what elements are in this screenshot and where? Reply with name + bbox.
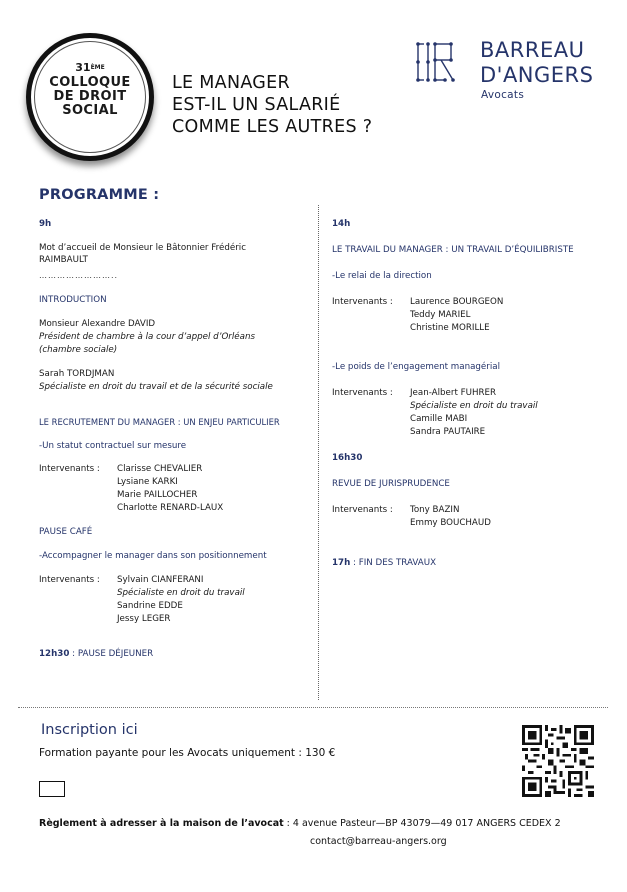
section-divider [18, 707, 608, 708]
recruit-person-2: Lysiane KARKI [117, 477, 178, 487]
recruit-person-1: Clarisse CHEVALIER [117, 464, 203, 474]
badge-number: 31ÈME [75, 61, 105, 74]
intro-heading: INTRODUCTION [39, 295, 107, 305]
badge-line-2: DE DROIT [53, 89, 127, 104]
payment-address-text: : 4 avenue Pasteur—BP 43079—49 017 ANGERS CEDEX 2 [283, 818, 561, 829]
relai-sub: -Le relai de la direction [332, 271, 432, 281]
badge-line-1: COLLOQUE [49, 75, 131, 90]
relai-person-3: Christine MORILLE [410, 323, 490, 333]
accomp-person-3: Jessy LEGER [117, 614, 171, 624]
end-text: : FIN DES TRAVAUX [350, 558, 437, 568]
poids-sub: -Le poids de l’engagement managérial [332, 362, 500, 372]
time-9h: 9h [39, 219, 52, 229]
time-16h30: 16h30 [332, 453, 363, 463]
relai-person-1: Laurence BOURGEON [410, 297, 504, 307]
relai-intervenants-label: Intervenants : [332, 297, 393, 307]
title-line-2: EST-IL UN SALARIÉ [172, 95, 341, 115]
recruit-person-4: Charlotte RENARD-LAUX [117, 503, 224, 513]
accomp-person-2: Sandrine EDDE [117, 601, 183, 611]
end-time: 17h [332, 558, 351, 568]
brand-line-2: D'ANGERS [480, 63, 594, 87]
title-line-3: COMME LES AUTRES ? [172, 117, 373, 137]
relai-person-2: Teddy MARIEL [410, 310, 471, 320]
recruit-intervenants-label: Intervenants : [39, 464, 100, 474]
payment-address [39, 818, 561, 829]
poids-person-role: Spécialiste en droit du travail [410, 401, 538, 411]
poids-person-1: Jean-Albert FUHRER [410, 388, 497, 398]
accomp-person-role: Spécialiste en droit du travail [117, 588, 245, 598]
payment-label: Règlement à adresser à la maison de l’avocat [39, 818, 284, 829]
speaker1-name: Monsieur Alexandre DAVID [39, 319, 156, 329]
badge-line-3: SOCIAL [62, 103, 118, 118]
programme-heading: PROGRAMME : [39, 187, 160, 203]
page-title [172, 72, 372, 138]
poids-intervenants-label: Intervenants : [332, 388, 393, 398]
inscription-link[interactable]: Inscription ici [41, 722, 138, 738]
lunch-line [39, 648, 153, 661]
brand-line-1: BARREAU [480, 38, 585, 62]
accomp-person-1: Sylvain CIANFERANI [117, 575, 204, 585]
accomp-sub: -Accompagner le manager dans son positionnement [39, 551, 267, 561]
poids-person-3: Sandra PAUTAIRE [410, 427, 486, 437]
time-14h: 14h [332, 219, 351, 229]
pause-cafe: PAUSE CAFÉ [39, 527, 93, 537]
title-line-1: LE MANAGER [172, 73, 290, 93]
juris-person-2: Emmy BOUCHAUD [410, 518, 491, 528]
juris-intervenants-label: Intervenants : [332, 505, 393, 515]
speaker1-role-1: Président de chambre à la cour d’appel d’Orléans [39, 332, 255, 342]
column-divider [318, 205, 319, 700]
qr-code-icon[interactable] [522, 725, 594, 797]
juris-heading: REVUE DE JURISPRUDENCE [332, 479, 450, 489]
speaker2-name: Sarah TORDJMAN [39, 369, 115, 379]
barreau-logo-icon [415, 40, 465, 84]
recruit-heading: LE RECRUTEMENT DU MANAGER : UN ENJEU PARTICULIER [39, 417, 280, 427]
lunch-text: : PAUSE DÉJEUNER [69, 649, 154, 659]
welcome-line-1: Mot d’accueil de Monsieur le Bâtonnier Frédéric [39, 243, 246, 253]
work-heading: LE TRAVAIL DU MANAGER : UN TRAVAIL D’ÉQUILIBRISTE [332, 245, 574, 255]
recruit-sub: -Un statut contractuel sur mesure [39, 441, 187, 451]
accomp-intervenants-label: Intervenants : [39, 575, 100, 585]
recruit-person-3: Marie PAILLOCHER [117, 490, 198, 500]
colloque-badge [26, 33, 154, 161]
end-line [332, 557, 436, 570]
contact-email[interactable]: contact@barreau-angers.org [310, 836, 447, 847]
poids-person-2: Camille MABI [410, 414, 468, 424]
welcome-line-2: RAIMBAULT [39, 255, 88, 265]
brand-sub: Avocats [481, 89, 525, 101]
brand [480, 38, 593, 102]
separator-dots: …………………….. [39, 271, 119, 280]
inscription-price: Formation payante pour les Avocats uniquement : 130 € [39, 747, 336, 759]
juris-person-1: Tony BAZIN [410, 505, 460, 515]
speaker2-role: Spécialiste en droit du travail et de la sécurité sociale [39, 382, 273, 392]
inscription-checkbox[interactable] [39, 781, 65, 797]
lunch-time: 12h30 [39, 649, 70, 659]
speaker1-role-2: (chambre sociale) [39, 345, 118, 355]
